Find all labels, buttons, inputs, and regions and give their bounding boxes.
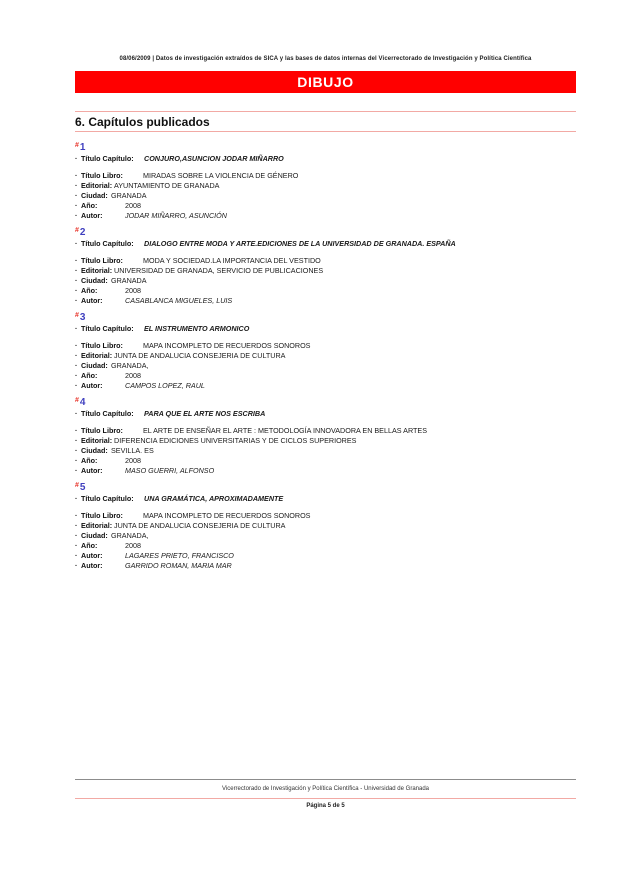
bullet-icon: · — [75, 381, 78, 390]
bullet-icon: · — [75, 371, 78, 380]
field-label: Año: — [81, 371, 98, 380]
bullet-icon: · — [75, 324, 78, 333]
field-row-ciudad — [75, 361, 576, 371]
entry-number — [75, 140, 576, 152]
field-label: Autor: — [81, 466, 103, 475]
field-value: 2008 — [125, 541, 141, 550]
bullet-icon: · — [75, 256, 78, 265]
field-label: Editorial: — [81, 266, 113, 275]
field-label: Título Libro: — [81, 426, 123, 435]
chapter-entry — [75, 480, 576, 571]
field-label: Autor: — [81, 551, 103, 560]
field-value: CAMPOS LOPEZ, RAUL — [125, 381, 205, 390]
section-title: 6. Capítulos publicados — [75, 115, 210, 129]
field-value: DIALOGO ENTRE MODA Y ARTE.EDICIONES DE LA UNIVERSIDAD DE GRANADA. ESPAÑA — [144, 239, 456, 248]
field-value: SEVILLA. ES — [111, 446, 154, 455]
field-value: PARA QUE EL ARTE NOS ESCRIBA — [144, 409, 266, 418]
banner-title: DIBUJO — [297, 74, 354, 90]
bullet-icon: · — [75, 191, 78, 200]
bullet-icon: · — [75, 494, 78, 503]
entry-number-value: 4 — [79, 397, 86, 408]
field-label: Editorial: — [81, 181, 113, 190]
entry-number — [75, 480, 576, 492]
field-value: MASO GUERRI, ALFONSO — [125, 466, 215, 475]
field-row-ano — [75, 286, 576, 296]
bullet-icon: · — [75, 296, 78, 305]
field-label: Editorial: — [81, 351, 113, 360]
field-label: Autor: — [81, 296, 103, 305]
field-row-autor — [75, 561, 576, 571]
entry-number-value: 3 — [79, 312, 86, 323]
field-label: Año: — [81, 286, 98, 295]
hash-icon: # — [75, 142, 79, 149]
field-row-ciudad — [75, 531, 576, 541]
field-value: GRANADA — [111, 191, 147, 200]
bullet-icon: · — [75, 201, 78, 210]
entry-number-value: 1 — [79, 142, 86, 153]
field-label: Título Capítulo: — [81, 324, 134, 333]
field-row-editorial — [75, 266, 576, 276]
field-row-titulo-capitulo — [75, 239, 576, 249]
entries-list — [75, 132, 576, 571]
field-value: 2008 — [125, 201, 141, 210]
bullet-icon: · — [75, 409, 78, 418]
field-value: MIRADAS SOBRE LA VIOLENCIA DE GÉNERO — [143, 171, 299, 180]
bullet-icon: · — [75, 456, 78, 465]
field-label: Editorial: — [81, 521, 113, 530]
footer-page-number: Página 5 de 5 — [306, 803, 345, 809]
hash-icon: # — [75, 482, 79, 489]
chapter-entry — [75, 225, 576, 306]
field-row-titulo-capitulo — [75, 154, 576, 164]
entry-number-value: 2 — [79, 227, 86, 238]
bullet-icon: · — [75, 181, 78, 190]
bullet-icon: · — [75, 361, 78, 370]
field-row-editorial — [75, 181, 576, 191]
field-value: LAGARES PRIETO, FRANCISCO — [125, 551, 234, 560]
field-value: EL INSTRUMENTO ARMONICO — [144, 324, 250, 333]
field-label: Autor: — [81, 561, 103, 570]
field-value: GRANADA, — [111, 361, 149, 370]
field-label: Ciudad: — [81, 446, 108, 455]
field-value: 2008 — [125, 456, 141, 465]
field-row-ciudad — [75, 191, 576, 201]
field-value: EL ARTE DE ENSEÑAR EL ARTE : METODOLOGÍA INNOVADORA EN BELLAS ARTES — [143, 426, 427, 435]
field-label: Título Capítulo: — [81, 154, 134, 163]
field-value: UNA GRAMÁTICA, APROXIMADAMENTE — [144, 494, 284, 503]
page-footer — [75, 779, 576, 809]
bullet-icon: · — [75, 341, 78, 350]
hash-icon: # — [75, 312, 79, 319]
field-label: Título Libro: — [81, 511, 123, 520]
field-row-titulo-libro — [75, 256, 576, 266]
field-value: GARRIDO ROMAN, MARIA MAR — [125, 561, 232, 570]
page-content — [75, 0, 576, 575]
divider-line-top — [75, 111, 576, 112]
field-value: MAPA INCOMPLETO DE RECUERDOS SONOROS — [143, 511, 311, 520]
field-value: CONJURO,ASUNCION JODAR MIÑARRO — [144, 154, 284, 163]
field-row-ano — [75, 456, 576, 466]
field-value: AYUNTAMIENTO DE GRANADA — [114, 181, 220, 190]
field-row-editorial — [75, 351, 576, 361]
field-row-autor — [75, 466, 576, 476]
field-value: MAPA INCOMPLETO DE RECUERDOS SONOROS — [143, 341, 311, 350]
field-row-ciudad — [75, 446, 576, 456]
field-row-autor — [75, 211, 576, 221]
entry-number — [75, 310, 576, 322]
field-row-titulo-capitulo — [75, 409, 576, 419]
bullet-icon: · — [75, 276, 78, 285]
footer-pink-divider — [75, 798, 576, 799]
field-label: Ciudad: — [81, 191, 108, 200]
field-value: JODAR MIÑARRO, ASUNCIÓN — [125, 211, 227, 220]
field-row-autor — [75, 296, 576, 306]
field-row-ano — [75, 201, 576, 211]
chapter-entry — [75, 310, 576, 391]
field-label: Autor: — [81, 211, 103, 220]
field-row-titulo-libro — [75, 341, 576, 351]
entry-number — [75, 395, 576, 407]
field-row-editorial — [75, 436, 576, 446]
bullet-icon: · — [75, 446, 78, 455]
bullet-icon: · — [75, 541, 78, 550]
field-label: Autor: — [81, 381, 103, 390]
field-label: Editorial: — [81, 436, 113, 445]
field-label: Título Capítulo: — [81, 409, 134, 418]
hash-icon: # — [75, 397, 79, 404]
field-row-titulo-libro — [75, 511, 576, 521]
field-label: Año: — [81, 456, 98, 465]
red-title-banner — [75, 71, 576, 93]
field-value: JUNTA DE ANDALUCIA CONSEJERIA DE CULTURA — [114, 521, 286, 530]
field-row-titulo-libro — [75, 426, 576, 436]
field-row-ano — [75, 541, 576, 551]
field-row-titulo-capitulo — [75, 324, 576, 334]
field-value: GRANADA, — [111, 531, 149, 540]
bullet-icon: · — [75, 466, 78, 475]
hash-icon: # — [75, 227, 79, 234]
bullet-icon: · — [75, 551, 78, 560]
field-row-autor — [75, 551, 576, 561]
field-label: Título Libro: — [81, 171, 123, 180]
bullet-icon: · — [75, 511, 78, 520]
bullet-icon: · — [75, 561, 78, 570]
bullet-icon: · — [75, 154, 78, 163]
field-label: Título Libro: — [81, 341, 123, 350]
field-row-titulo-capitulo — [75, 494, 576, 504]
field-row-titulo-libro — [75, 171, 576, 181]
field-value: JUNTA DE ANDALUCIA CONSEJERIA DE CULTURA — [114, 351, 286, 360]
field-value: CASABLANCA MIGUELES, LUIS — [125, 296, 233, 305]
header-meta-text: 08/06/2009 | Datos de investigación extraídos de SICA y las bases de datos internas del Vicerrectorado de Investigación y Política Científica — [119, 56, 532, 62]
field-label: Año: — [81, 201, 98, 210]
bullet-icon: · — [75, 171, 78, 180]
footer-institution-text: Vicerrectorado de Investigación y Política Científica - Universidad de Granada — [222, 786, 429, 792]
bullet-icon: · — [75, 531, 78, 540]
field-value: 2008 — [125, 286, 141, 295]
bullet-icon: · — [75, 211, 78, 220]
bullet-icon: · — [75, 239, 78, 248]
field-row-ciudad — [75, 276, 576, 286]
entry-number-value: 5 — [79, 482, 86, 493]
field-row-editorial — [75, 521, 576, 531]
field-value: UNIVERSIDAD DE GRANADA, SERVICIO DE PUBLICACIONES — [114, 266, 324, 275]
field-value: DIFERENCIA EDICIONES UNIVERSITARIAS Y DE CICLOS SUPERIORES — [114, 436, 357, 445]
field-row-ano — [75, 371, 576, 381]
footer-top-divider — [75, 779, 576, 780]
bullet-icon: · — [75, 426, 78, 435]
field-value: GRANADA — [111, 276, 147, 285]
chapter-entry — [75, 395, 576, 476]
field-label: Ciudad: — [81, 531, 108, 540]
field-label: Ciudad: — [81, 361, 108, 370]
field-value: 2008 — [125, 371, 141, 380]
field-label: Título Capítulo: — [81, 239, 134, 248]
bullet-icon: · — [75, 351, 78, 360]
entry-number — [75, 225, 576, 237]
field-value: MODA Y SOCIEDAD.LA IMPORTANCIA DEL VESTIDO — [143, 256, 321, 265]
bullet-icon: · — [75, 266, 78, 275]
bullet-icon: · — [75, 286, 78, 295]
field-label: Título Libro: — [81, 256, 123, 265]
field-row-autor — [75, 381, 576, 391]
bullet-icon: · — [75, 521, 78, 530]
chapter-entry — [75, 140, 576, 221]
bullet-icon: · — [75, 436, 78, 445]
field-label: Título Capítulo: — [81, 494, 134, 503]
field-label: Año: — [81, 541, 98, 550]
field-label: Ciudad: — [81, 276, 108, 285]
